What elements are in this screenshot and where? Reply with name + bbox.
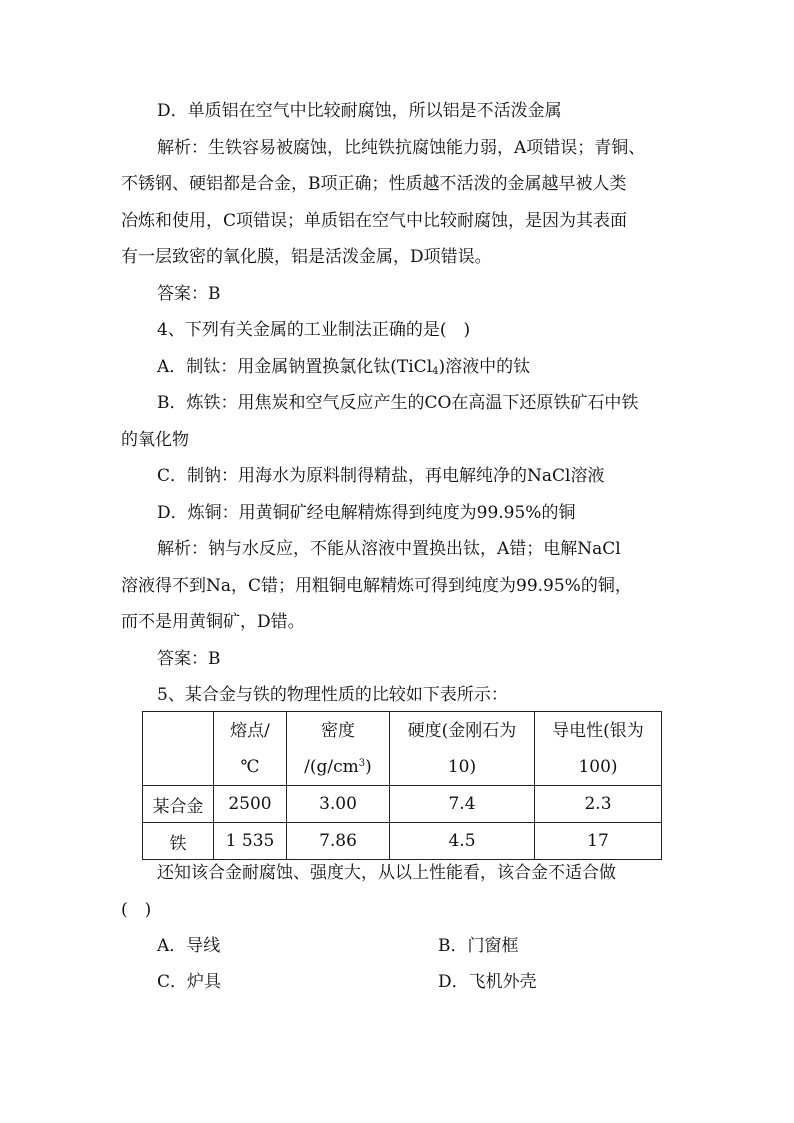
option-c: C．炉具 (157, 972, 222, 992)
table-cell: 17 (535, 823, 662, 860)
question-5-bracket: ( ) (121, 899, 152, 920)
table-cell: 3.00 (287, 786, 390, 823)
question-5-continued (121, 855, 676, 928)
answer-line: 答案：B (157, 283, 221, 304)
property-table (142, 711, 662, 860)
table-cell: 2500 (214, 786, 287, 823)
table-cell: 7.86 (287, 823, 390, 860)
analysis-line: 有一层致密的氧化膜，铝是活泼金属，D项错误。 (121, 247, 492, 267)
table-cell: 7.4 (390, 786, 535, 823)
table-cell: 某合金 (143, 786, 214, 823)
table-cell: 铁 (143, 823, 214, 860)
table-header-cell (390, 712, 535, 786)
answer-line: 答案：B (157, 648, 221, 669)
option-d: D．飞机外壳 (438, 972, 537, 992)
question-4-stem: 4、下列有关金属的工业制法正确的是( ) (157, 320, 471, 340)
question-4-option-b: B．炼铁：用焦炭和空气反应产生的CO在高温下还原铁矿石中铁 (157, 393, 639, 413)
question-4-option-d: D．炼铜：用黄铜矿经电解精炼得到纯度为99.95%的铜 (157, 502, 576, 523)
header-text: 导电性(银为 (552, 720, 644, 741)
analysis-line: 解析：钠与水反应，不能从溶液中置换出钛，A错；电解NaCl (157, 539, 621, 559)
question-4-option-b-cont: 的氧化物 (121, 429, 189, 450)
question-4-option-a (121, 349, 676, 386)
body-text (121, 93, 676, 714)
analysis-line: 溶液得不到Na，C错；用粗铜电解精炼可得到纯度为99.95%的铜， (121, 575, 632, 596)
header-text: 密度 (321, 720, 355, 741)
option-b: B．门窗框 (438, 936, 519, 956)
table-row (143, 823, 662, 860)
unit-text: /(g/cm (304, 756, 359, 777)
table-cell: 4.5 (390, 823, 535, 860)
option-text: A．制钛：用金属钠置换氯化钛(TiCl (157, 356, 433, 377)
header-text: 熔点/ (230, 720, 270, 741)
table-header-row (143, 712, 662, 786)
subscript: 4 (432, 365, 439, 377)
table-cell: 1 535 (214, 823, 287, 860)
table-header-cell (287, 712, 390, 786)
table-cell: 2.3 (535, 786, 662, 823)
table-header-cell (214, 712, 287, 786)
superscript: 3 (358, 757, 366, 769)
table-header-cell (535, 712, 662, 786)
option-a: A．导线 (157, 936, 221, 956)
table-row (143, 786, 662, 823)
header-text: 10) (447, 756, 477, 777)
unit-text: ) (365, 756, 372, 777)
option-text: )溶液中的钛 (438, 356, 531, 377)
header-text: 100) (578, 756, 618, 777)
question-5-stem: 5、某合金与铁的物理性质的比较如下表所示： (157, 685, 508, 705)
analysis-line: 而不是用黄铜矿，D错。 (121, 612, 305, 632)
analysis-line: 解析：生铁容易被腐蚀，比纯铁抗腐蚀能力弱，A项错误；青铜、 (157, 137, 646, 158)
analysis-line: 冶炼和使用，C项错误；单质铝在空气中比较耐腐蚀，是因为其表面 (121, 210, 628, 231)
header-text: ℃ (240, 756, 260, 777)
question-4-option-c: C．制钠：用海水为原料制得精盐，再电解纯净的NaCl溶液 (157, 466, 605, 486)
table-corner-cell (143, 712, 214, 786)
header-text (289, 749, 387, 785)
analysis-line: 不锈钢、硬铝都是合金，B项正确；性质越不活泼的金属越早被人类 (121, 174, 627, 194)
header-text: 硬度(金刚石为 (407, 720, 517, 741)
option-d-line: D．单质铝在空气中比较耐腐蚀，所以铝是不活泼金属 (157, 101, 562, 121)
question-5-text: 还知该合金耐腐蚀、强度大，从以上性能看，该合金不适合做 (157, 863, 616, 883)
